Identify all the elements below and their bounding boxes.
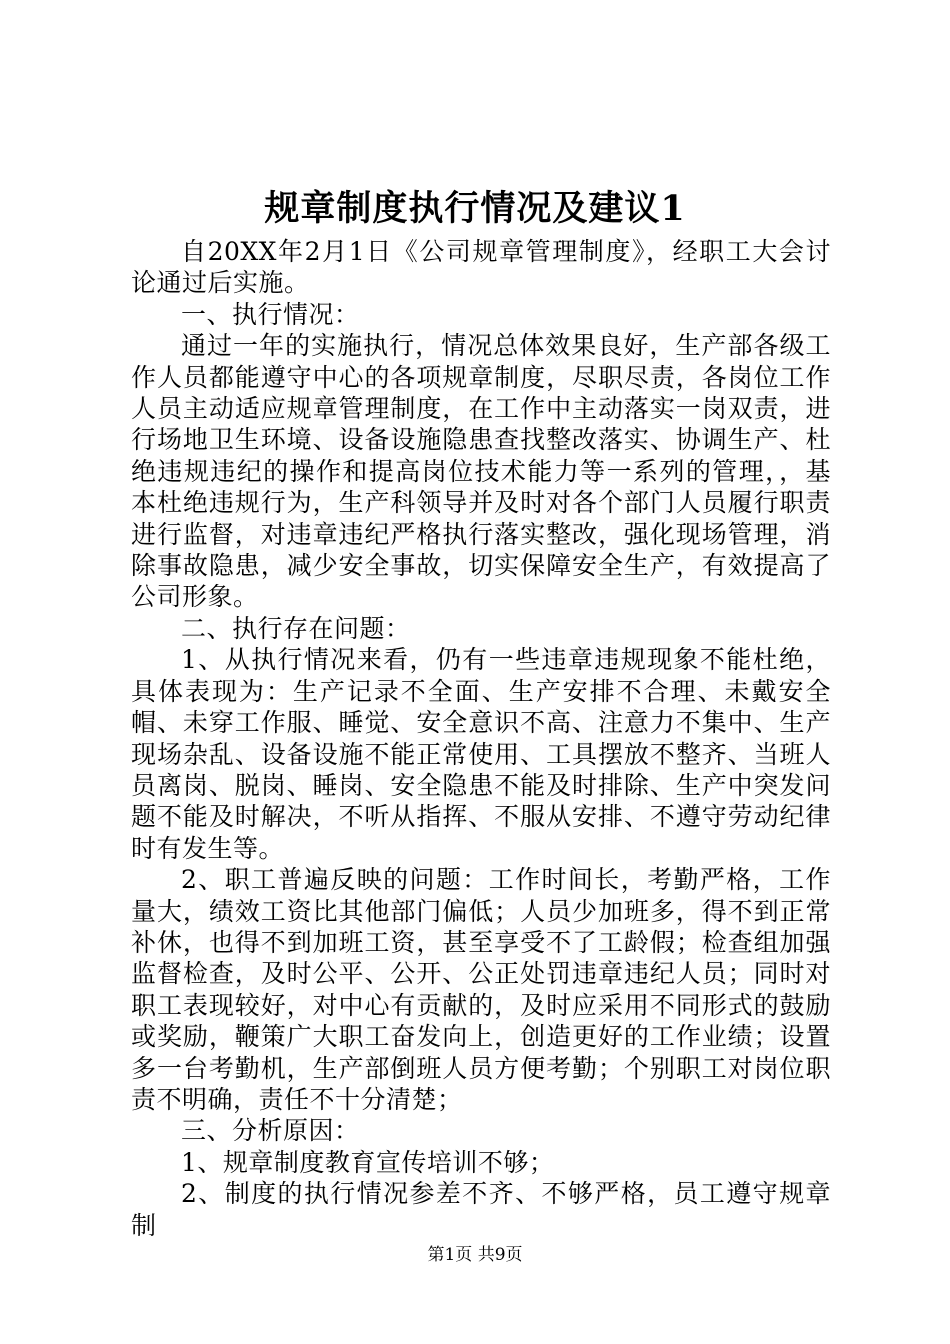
- section-heading-execution: 一、执行情况：: [181, 299, 360, 329]
- paragraph-cause-2: 2、制度的执行情况参差不齐、不够严格，员工遵守规章制: [131, 1179, 831, 1240]
- section-heading-causes: 三、分析原因：: [181, 1116, 360, 1146]
- paragraph-cause-1: 1、规章制度教育宣传培训不够；: [181, 1147, 555, 1177]
- paragraph-intro: 自20XX年2月1日《公司规章管理制度》，经职工大会讨论通过后实施。: [131, 237, 831, 298]
- section-heading-problems: 二、执行存在问题：: [181, 613, 411, 643]
- paragraph-execution: 通过一年的实施执行，情况总体效果良好，生产部各级工作人员都能遵守中心的各项规章制度，尽职尽责，各岗位工作人员主动适应规章管理制度，在工作中主动落实一岗双责，进行场地卫生环境、设备设施隐患查找整改落实、协调生产、杜绝违规违纪的操作和提高岗位技术能力等一系列的管理，，基本杜绝违规行为，生产科领导并及时对各个部门人员履行职责进行监督，对违章违纪严格执行落实整改，强化现场管理，消除事故隐患，减少安全事故，切实保障安全生产，有效提高了公司形象。: [131, 331, 831, 612]
- document-body: [131, 236, 831, 1241]
- page-footer: 第1页 共9页: [427, 1245, 523, 1265]
- document-title: 规章制度执行情况及建议1: [264, 188, 686, 229]
- paragraph-problem-2: 2、职工普遍反映的问题：工作时间长，考勤严格，工作量大，绩效工资比其他部门偏低；人员少加班多，得不到正常补休，也得不到加班工资，甚至享受不了工龄假；检查组加强监督检查，及时公平、公开、公正处罚违章违纪人员；同时对职工表现较好，对中心有贡献的，及时应采用不同形式的鼓励或奖励，鞭策广大职工奋发向上，创造更好的工作业绩；设置多一台考勤机，生产部倒班人员方便考勤；个别职工对岗位职责不明确，责任不十分清楚；: [131, 865, 831, 1114]
- paragraph-problem-1: 1、从执行情况来看，仍有一些违章违规现象不能杜绝，具体表现为：生产记录不全面、生产安排不合理、未戴安全帽、未穿工作服、睡觉、安全意识不高、注意力不集中、生产现场杂乱、设备设施不能正常使用、工具摆放不整齐、当班人员离岗、脱岗、睡岗、安全隐患不能及时排除、生产中突发问题不能及时解决，不听从指挥、不服从安排、不遵守劳动纪律时有发生等。: [131, 645, 831, 863]
